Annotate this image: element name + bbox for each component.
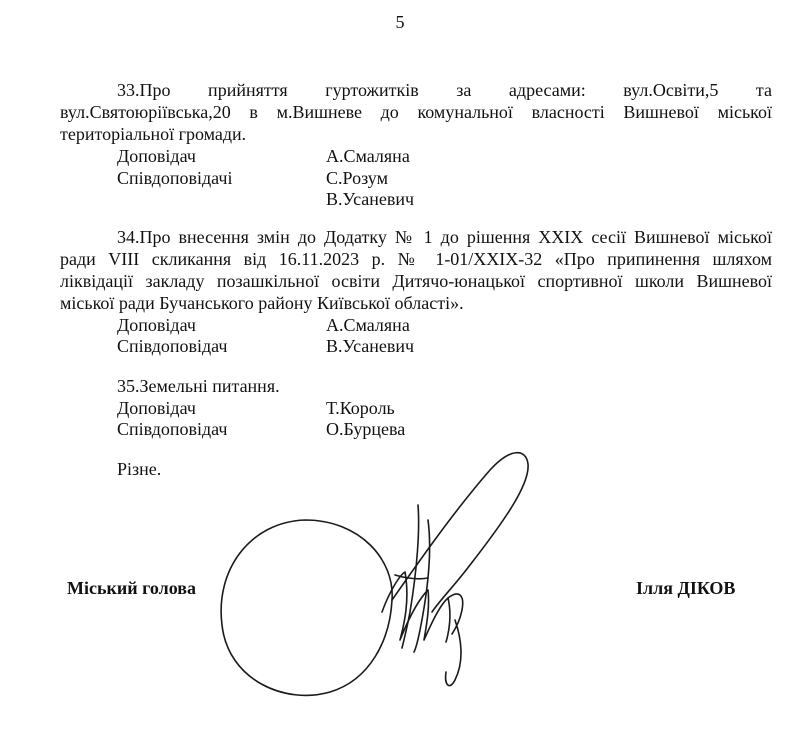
item-34-speaker: А.Смаляна <box>326 315 410 335</box>
item-33-speaker-label: Доповідач <box>117 146 196 166</box>
item-33-line-1: 33.Про прийняття гуртожитків за адресами: вул.Освіти,5 та <box>117 80 772 100</box>
item-34-line-3: ліквідації закладу позашкільної освіти Дитячо-юнацької спортивної школи Вишневої <box>60 271 772 291</box>
signature-position: Міський голова <box>67 578 196 598</box>
misc-item: Різне. <box>117 459 162 479</box>
item-34-co-speaker-1: В.Усаневич <box>326 336 415 356</box>
item-35-co-speaker-1: О.Бурцева <box>326 419 406 439</box>
item-33-line-2: вул.Святоюріївська,20 в м.Вишневе до комунальної власності Вишневої міської <box>60 102 772 122</box>
signatory-name: Ілля ДІКОВ <box>636 578 736 598</box>
item-35-co-label: Співдоповідач <box>117 419 228 439</box>
item-34-line-1: 34.Про внесення змін до Додатку № 1 до рішення XXIX сесії Вишневої міської <box>117 227 772 247</box>
item-35-line-1: 35.Земельні питання. <box>117 376 280 396</box>
item-34-co-label: Співдоповідач <box>117 336 228 356</box>
item-35-speaker: Т.Король <box>326 398 395 418</box>
page-number: 5 <box>395 12 405 32</box>
item-35-speaker-label: Доповідач <box>117 398 196 418</box>
item-33-co-speaker-2: В.Усаневич <box>326 189 415 209</box>
item-34-line-4: міської ради Бучанського району Київської області». <box>60 293 464 313</box>
item-34-speaker-label: Доповідач <box>117 315 196 335</box>
item-34-line-2: ради VIII скликання від 16.11.2023 р. № 1-01/XXIX-32 «Про припинення шляхом <box>60 249 772 269</box>
item-33-co-speaker-1: С.Розум <box>326 168 388 188</box>
item-33-co-label: Співдоповідачі <box>117 168 233 188</box>
item-33-speaker: А.Смаляна <box>326 146 410 166</box>
item-33-line-3: територіальної громади. <box>60 124 247 144</box>
